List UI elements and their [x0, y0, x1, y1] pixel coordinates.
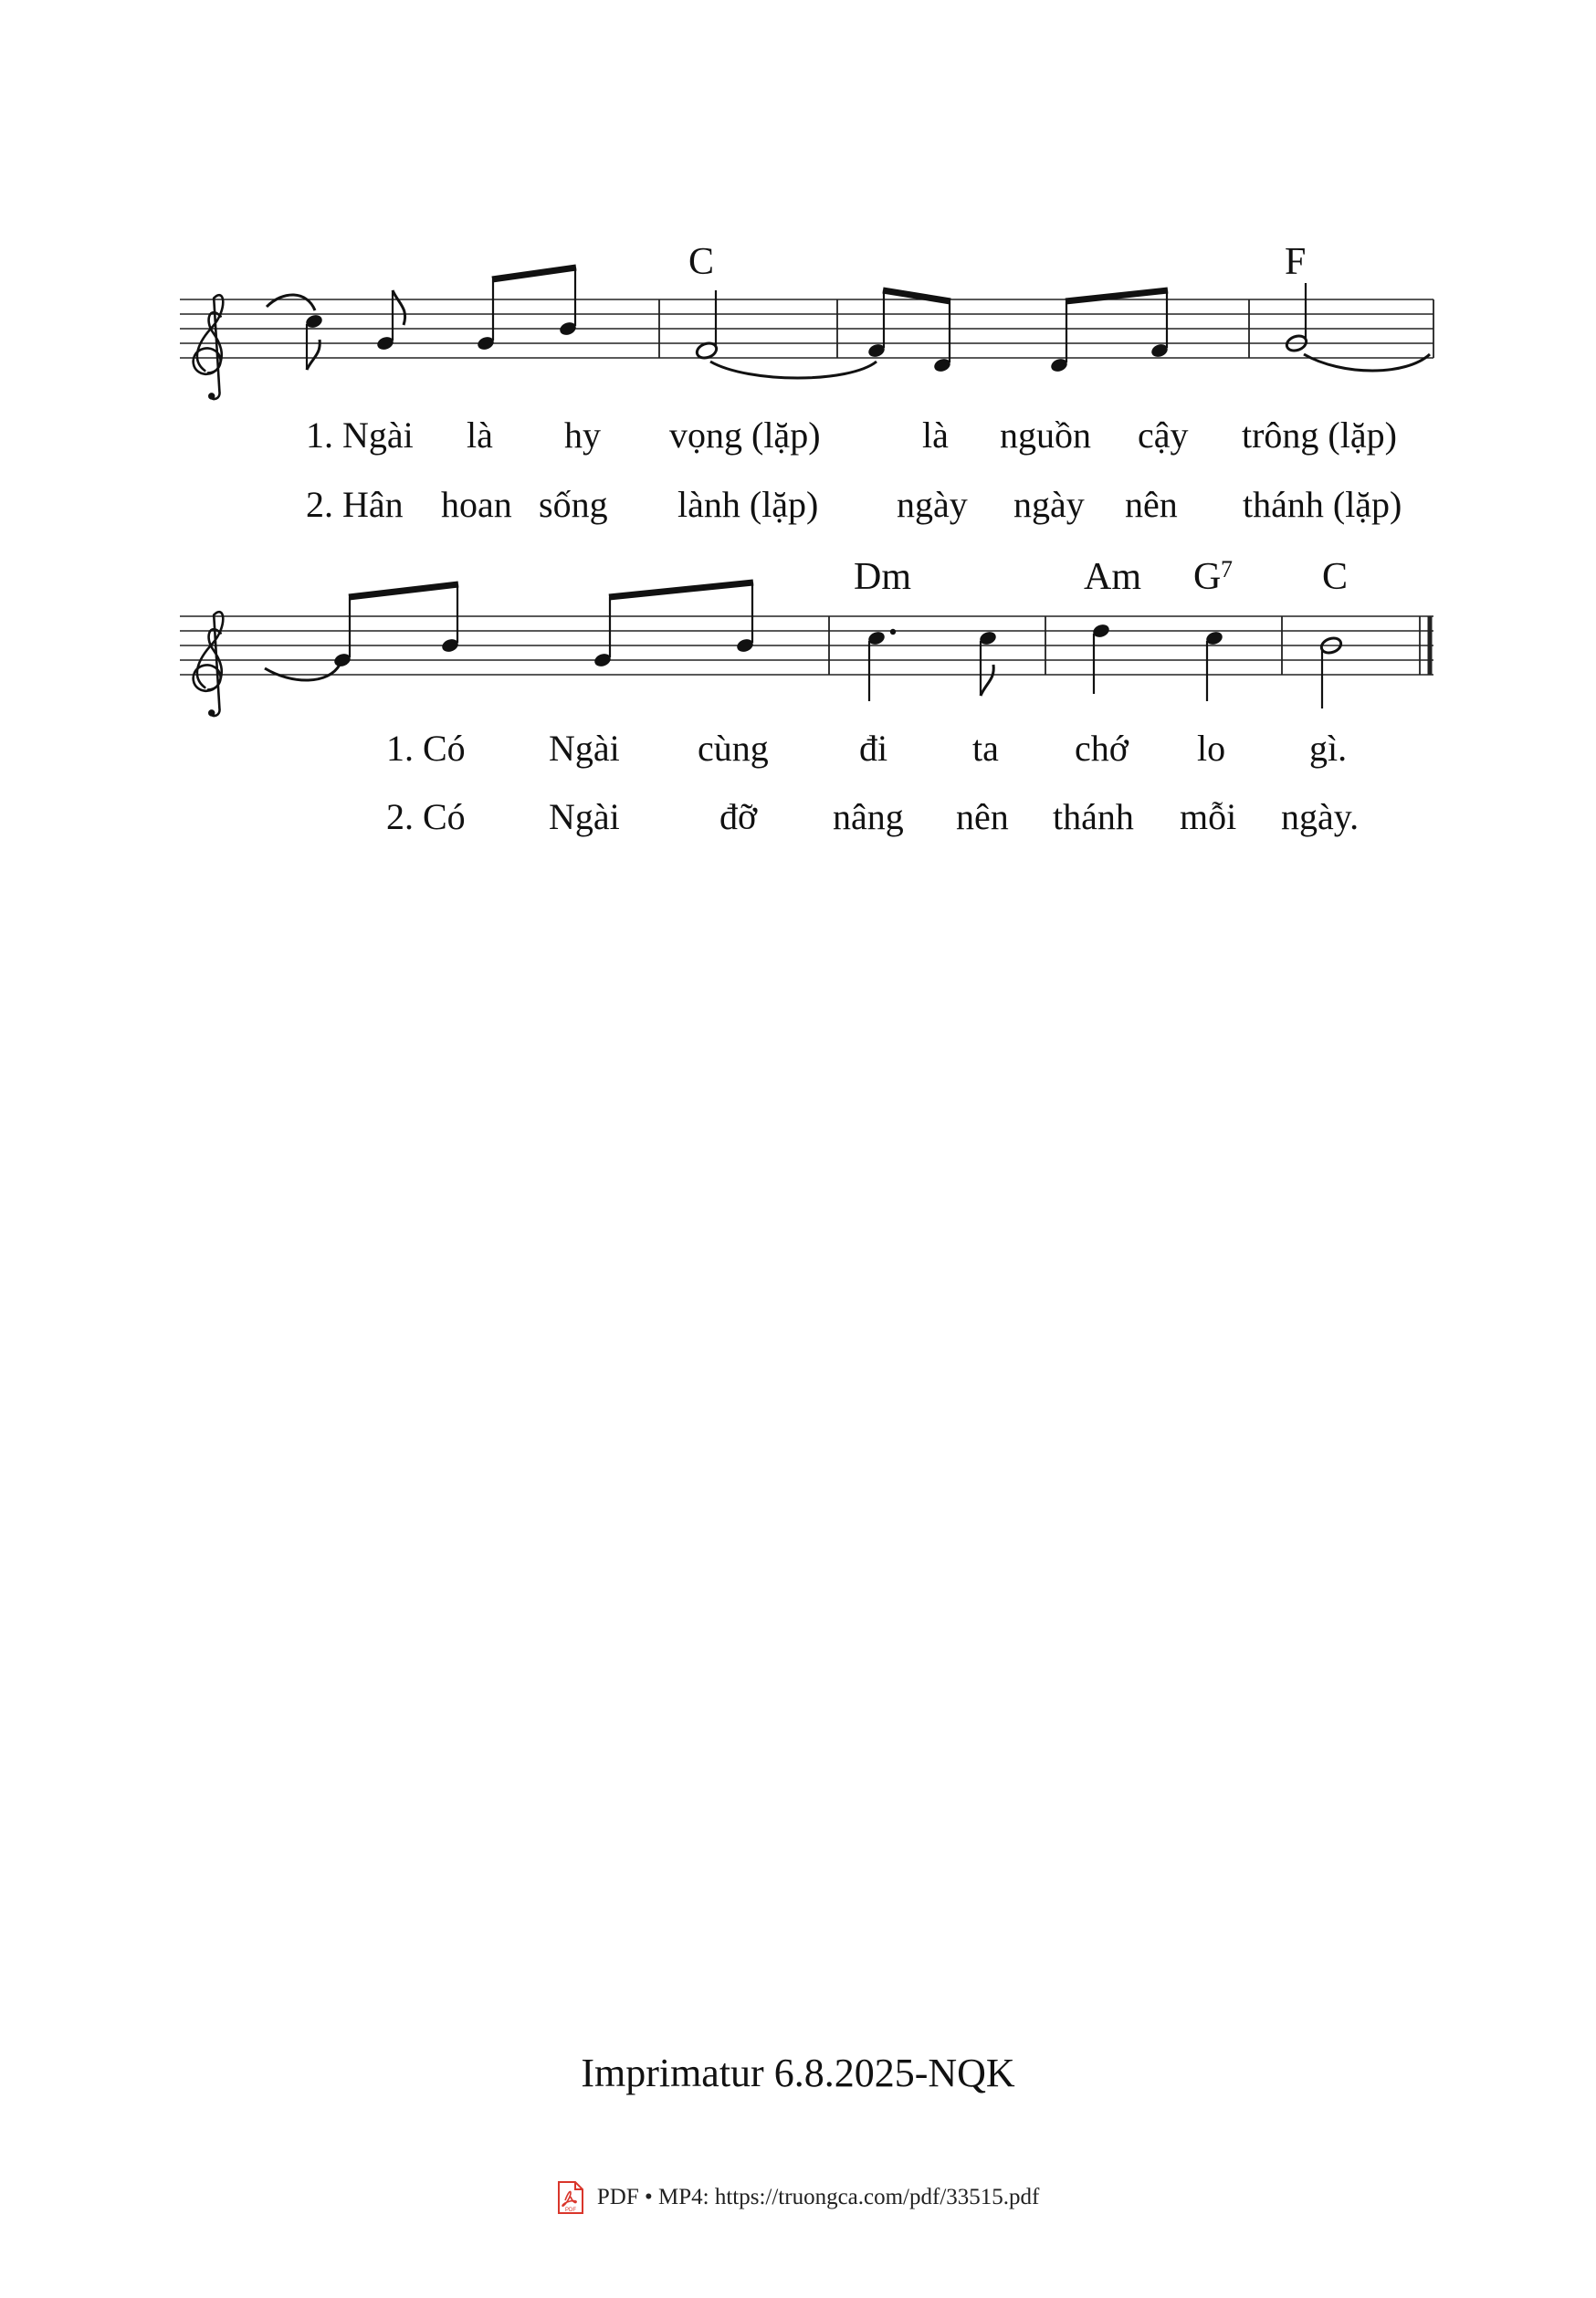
lyrics-verse-1 — [306, 414, 1397, 456]
lyric-syllable: cùng — [698, 728, 769, 769]
beamed-notes — [476, 268, 577, 352]
lyrics-verse-1 — [386, 728, 1347, 769]
chord-symbol: G — [1193, 556, 1222, 598]
chord-superscript: 7 — [1221, 556, 1233, 582]
chord-symbol: F — [1285, 241, 1307, 283]
chord-symbol: C — [1322, 556, 1349, 598]
lyric-syllable: Ngài — [549, 796, 620, 837]
lyric-syllable: hy — [564, 414, 601, 456]
lyric-syllable: đỡ — [719, 796, 758, 837]
lyric-syllable: 2. Có — [386, 796, 466, 837]
beamed-notes — [866, 290, 951, 373]
note — [866, 629, 896, 701]
beamed-notes — [1049, 290, 1169, 373]
lyric-syllable: thánh (lặp) — [1243, 484, 1402, 525]
footer-text[interactable]: PDF • MP4: https://truongca.com/pdf/33515.pdf — [596, 2185, 1040, 2209]
tie — [267, 295, 315, 310]
lyric-syllable: Ngài — [549, 728, 620, 769]
staff-lines — [180, 616, 1433, 675]
lyric-syllable: là — [922, 414, 949, 456]
lyric-syllable: lành (lặp) — [677, 484, 819, 525]
lyric-syllable: nâng — [833, 796, 904, 837]
staff-1 — [180, 241, 1433, 525]
note — [695, 290, 719, 361]
footer-link[interactable] — [0, 2180, 1596, 2215]
lyric-syllable: lo — [1197, 728, 1226, 769]
treble-clef-icon — [194, 295, 224, 399]
staff-lines — [180, 299, 1433, 358]
note — [1204, 630, 1223, 701]
lyric-syllable: chớ — [1075, 728, 1129, 769]
note — [978, 630, 997, 696]
lyric-syllable: là — [467, 414, 493, 456]
lyric-syllable: ngày. — [1281, 796, 1360, 837]
tie — [265, 665, 340, 680]
lyrics-verse-2 — [306, 484, 1402, 525]
beamed-notes — [593, 582, 754, 668]
lyric-syllable: hoan — [441, 484, 512, 525]
note — [1091, 623, 1110, 694]
pdf-file-icon — [557, 2180, 584, 2215]
music-score — [0, 0, 1596, 913]
lyric-syllable: cậy — [1138, 414, 1189, 456]
lyric-syllable: vọng (lặp) — [669, 414, 821, 456]
lyric-syllable: nên — [956, 796, 1009, 837]
tie — [710, 362, 877, 378]
beamed-notes — [332, 584, 459, 668]
lyrics-verse-2 — [386, 796, 1359, 837]
note — [304, 313, 323, 370]
tie — [1304, 354, 1430, 371]
lyric-syllable: ta — [972, 728, 999, 769]
lyric-syllable: sống — [539, 484, 608, 525]
lyric-syllable: 1. Có — [386, 728, 466, 769]
lyric-syllable: ngày — [897, 484, 968, 525]
lyric-syllable: đi — [859, 728, 888, 769]
lyric-syllable: gì. — [1309, 728, 1348, 769]
imprimatur-text: Imprimatur 6.8.2025-NQK — [581, 2051, 1015, 2095]
svg-text:PDF: PDF — [564, 2208, 576, 2213]
treble-clef-icon — [194, 612, 224, 716]
chord-symbol: C — [688, 241, 715, 283]
lyric-syllable: ngày — [1013, 484, 1085, 525]
lyric-syllable: thánh — [1053, 796, 1134, 837]
note — [1319, 635, 1343, 708]
chord-symbol: Am — [1084, 556, 1141, 598]
lyric-syllable: nguồn — [1000, 414, 1091, 456]
chord-symbol: Dm — [854, 556, 911, 598]
lyric-syllable: 2. Hân — [306, 484, 404, 525]
lyric-syllable: trông (lặp) — [1242, 414, 1397, 456]
lyric-syllable: nên — [1125, 484, 1178, 525]
lyric-syllable: mỗi — [1180, 796, 1237, 837]
lyric-syllable: 1. Ngài — [306, 414, 414, 456]
staff-2 — [180, 556, 1433, 837]
